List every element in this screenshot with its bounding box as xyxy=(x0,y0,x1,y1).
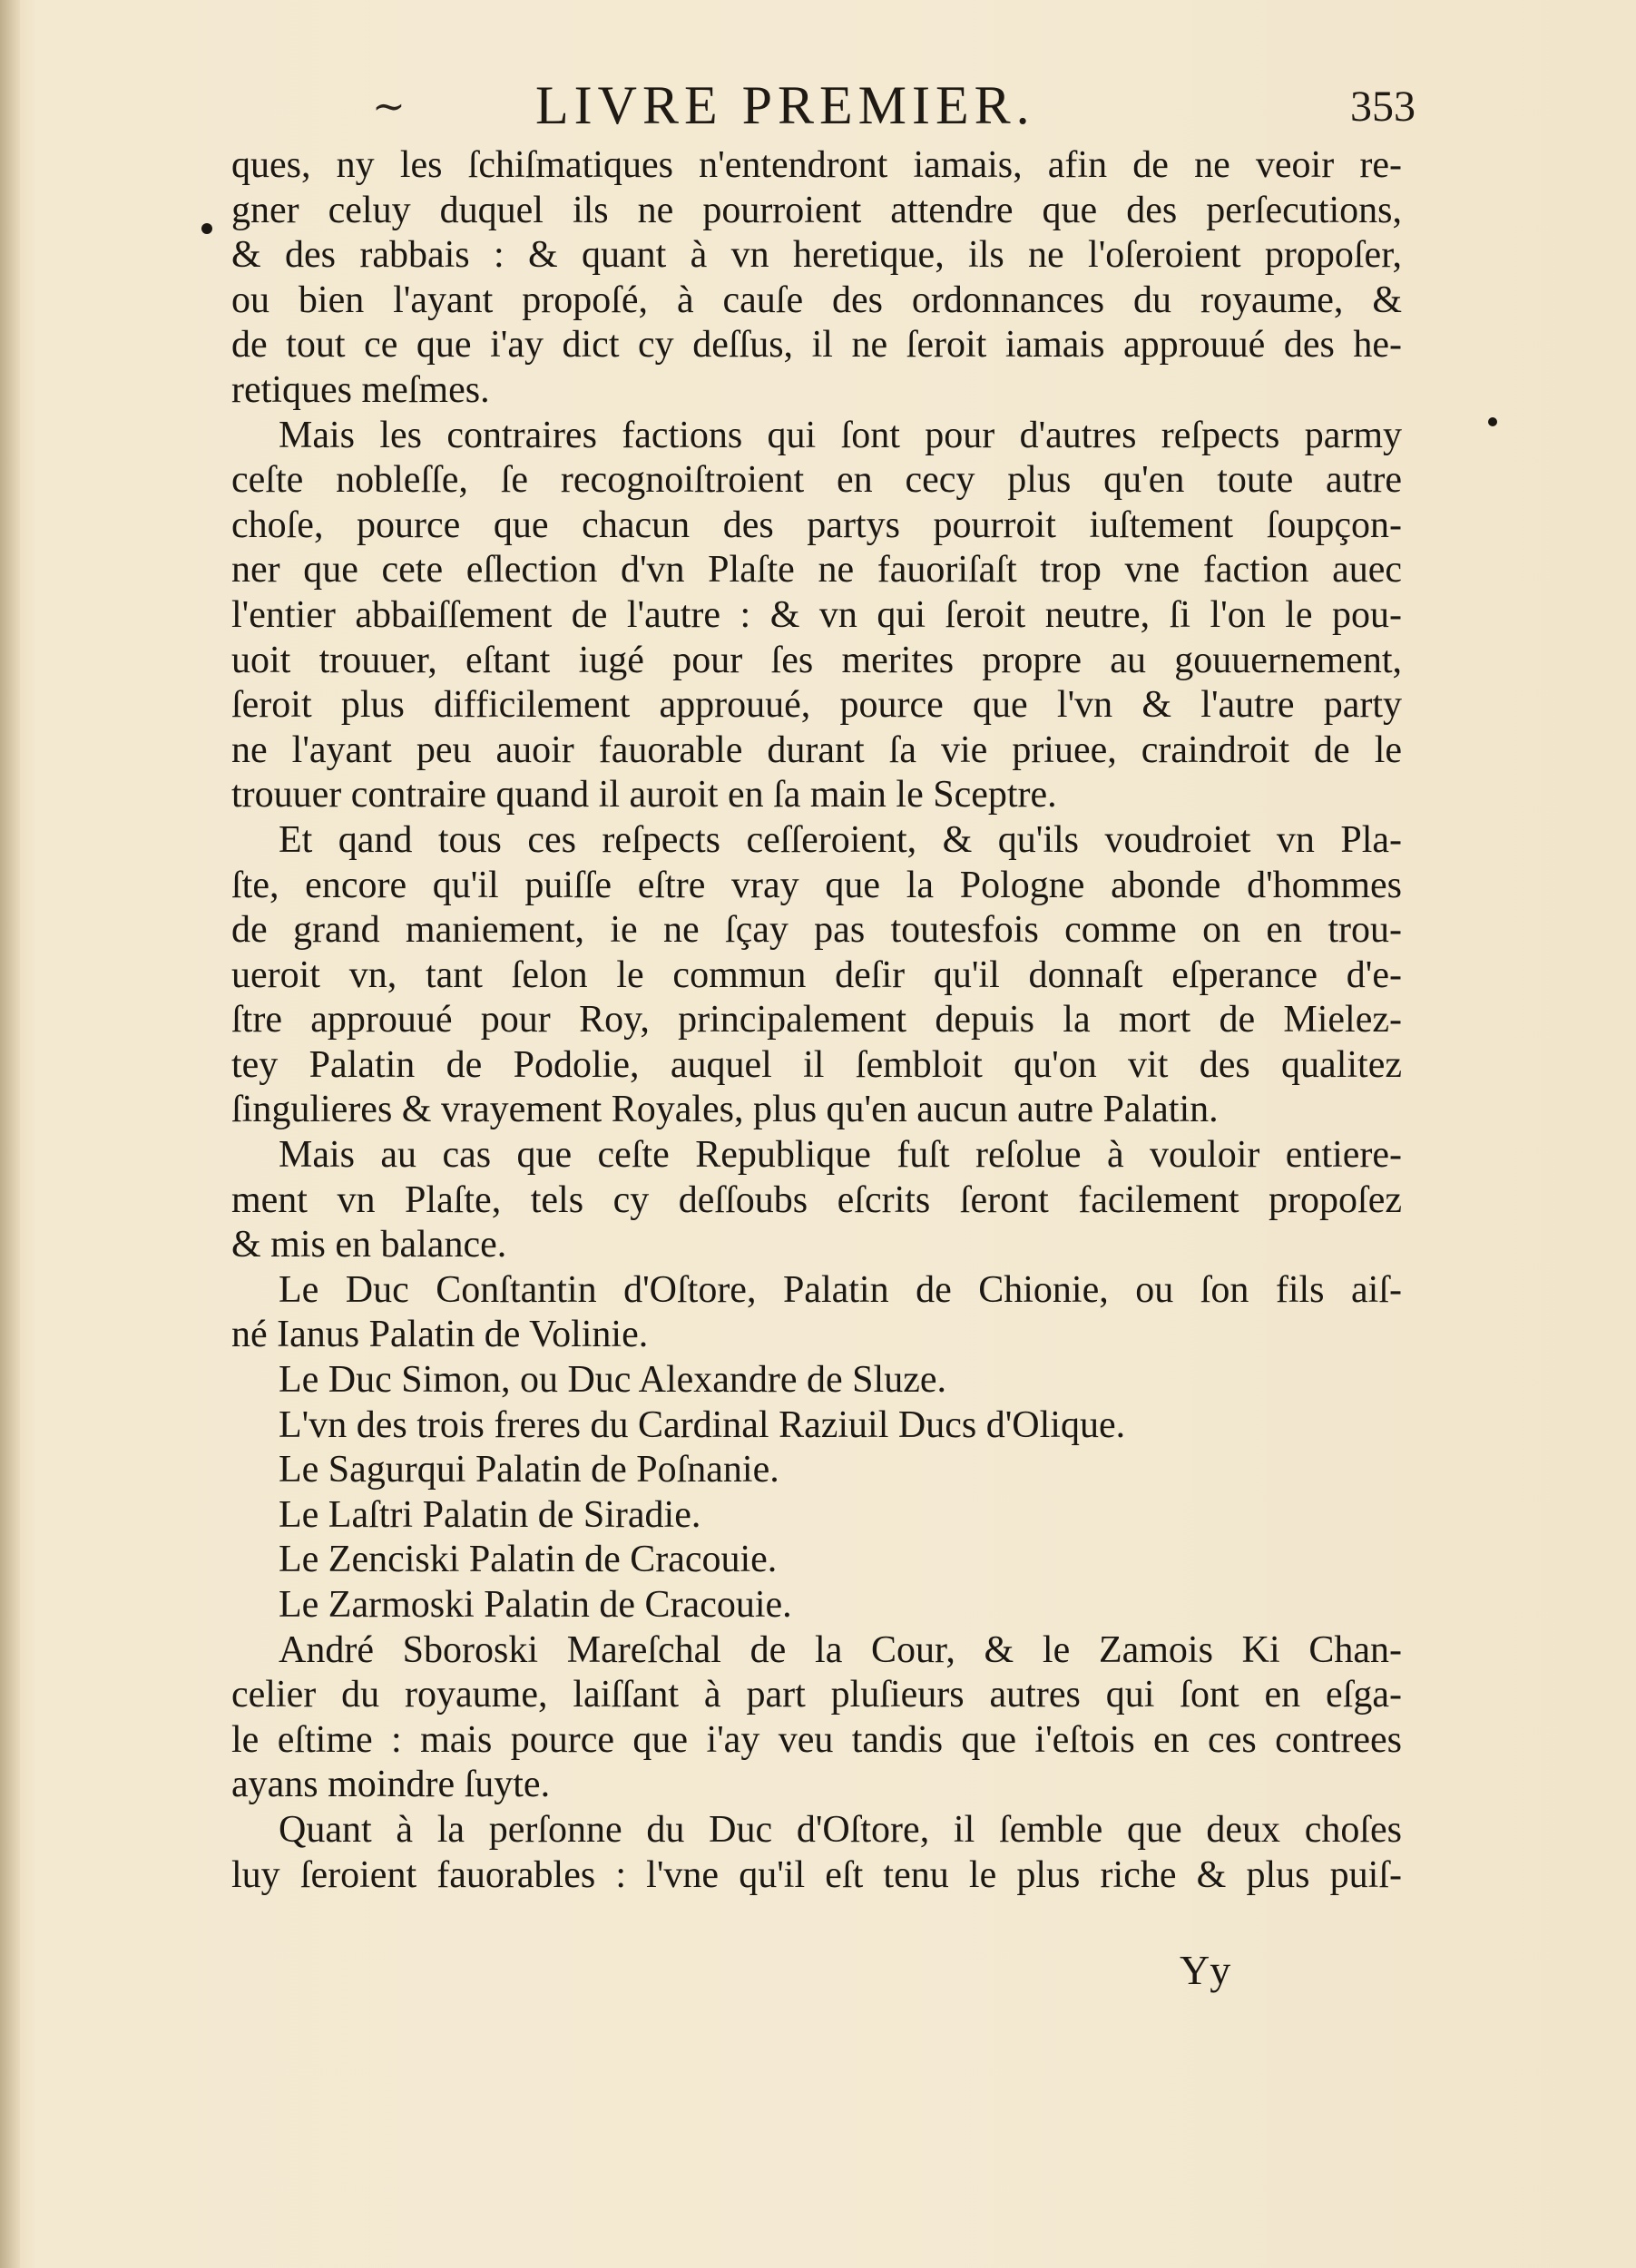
text-line: celier du royaume, laiſſant à part pluſieurs autres qui ſont en eſga- xyxy=(231,1674,1402,1716)
text-line: ſingulieres & vrayement Royales, plus qu'en aucun autre Palatin. xyxy=(231,1089,1219,1131)
text-line: ne l'ayant peu auoir fauorable durant ſa vie priuee, craindroit de le xyxy=(231,728,1402,771)
body-text xyxy=(231,143,1402,1898)
text-line: tey Palatin de Podolie, auquel il ſembloit qu'on vit des qualitez xyxy=(231,1043,1402,1086)
text-line: ou bien l'ayant propoſé, à cauſe des ordonnances du royaume, & xyxy=(231,279,1402,321)
header-mark: ~ xyxy=(372,83,406,130)
text-line: ſte, encore qu'il puiſſe eſtre vray que la Pologne abonde d'hommes xyxy=(231,864,1402,906)
text-line: ſtre approuué pour Roy, principalement depuis la mort de Mielez- xyxy=(231,999,1402,1041)
margin-dot-left xyxy=(201,223,212,234)
margin-dot-right xyxy=(1488,417,1497,426)
list-item: Le Duc Simon, ou Duc Alexandre de Sluze. xyxy=(279,1359,946,1402)
text-line: de tout ce que i'ay dict cy deſſus, il ne ſeroit iamais approuué des he- xyxy=(231,324,1402,367)
list-item: Le Zenciski Palatin de Cracouie. xyxy=(279,1539,778,1581)
text-line: ſeroit plus difficilement approuué, pource que l'vn & l'autre party xyxy=(231,684,1402,727)
text-line: l'entier abbaiſſement de l'autre : & vn qui ſeroit neutre, ſi l'on le pou- xyxy=(231,593,1402,636)
text-line: choſe, pource que chacun des partys pourroit iuſtement ſoupçon- xyxy=(231,503,1402,546)
list-item: né Ianus Palatin de Volinie. xyxy=(231,1314,649,1356)
text-line: le eſtime : mais pource que i'ay veu tandis que i'eſtois en ces contrees xyxy=(231,1718,1402,1761)
text-line: & mis en balance. xyxy=(231,1224,507,1266)
list-item: Le Sagurqui Palatin de Poſnanie. xyxy=(279,1449,779,1491)
page-header xyxy=(209,74,1416,147)
text-line: trouuer contraire quand il auroit en ſa main le Sceptre. xyxy=(231,774,1057,816)
list-item: Le Duc Conſtantin d'Oſtore, Palatin de Chionie, ou ſon fils aiſ- xyxy=(279,1268,1402,1311)
text-line: ayans moindre ſuyte. xyxy=(231,1764,551,1806)
text-line: de grand maniement, ie ne ſçay pas toutesfois comme on en trou- xyxy=(231,909,1402,952)
binding-gutter xyxy=(0,0,20,2268)
list-item: Le Zarmoski Palatin de Cracouie. xyxy=(279,1584,792,1626)
text-line: retiques meſmes. xyxy=(231,368,490,411)
list-item: Le Laſtri Palatin de Siradie. xyxy=(279,1493,701,1536)
text-line: luy ſeroient fauorables : l'vne qu'il eſt tenu le plus riche & plus puiſ- xyxy=(231,1853,1402,1896)
text-line: & des rabbais : & quant à vn heretique, ils ne l'oſeroient propoſer, xyxy=(231,234,1402,277)
text-line: Mais au cas que ceſte Republique fuſt reſolue à vouloir entiere- xyxy=(279,1134,1402,1177)
text-line: Quant à la perſonne du Duc d'Oſtore, il ſemble que deux choſes xyxy=(279,1808,1402,1851)
text-line: ment vn Plaſte, tels cy deſſoubs eſcrits ſeront facilement propoſez xyxy=(231,1178,1402,1221)
text-line: ques, ny les ſchiſmatiques n'entendront iamais, afin de ne veoir re- xyxy=(231,144,1402,186)
running-title: LIVRE PREMIER. xyxy=(535,75,1035,135)
text-line: Et qand tous ces reſpects ceſſeroient, & qu'ils voudroiet vn Pla- xyxy=(279,818,1402,861)
text-line: Mais les contraires factions qui ſont pour d'autres reſpects parmy xyxy=(279,414,1402,456)
text-line: ceſte nobleſſe, ſe recognoiſtroient en cecy plus qu'en toute autre xyxy=(231,459,1402,502)
text-line: ueroit vn, tant ſelon le commun deſir qu'il donnaſt eſperance d'e- xyxy=(231,953,1402,996)
signature-mark: Yy xyxy=(1180,1947,1231,1993)
list-item: L'vn des trois freres du Cardinal Raziuil Ducs d'Olique. xyxy=(279,1403,1126,1446)
text-line: gner celuy duquel ils ne pourroient attendre que des perſecutions, xyxy=(231,189,1402,231)
text-line: ner que cete eſlection d'vn Plaſte ne fauoriſaſt trop vne faction auec xyxy=(231,549,1402,591)
page-number: 353 xyxy=(1350,83,1416,131)
text-line: uoit trouuer, eſtant iugé pour ſes merites propre au gouuernement, xyxy=(231,639,1402,681)
text-line: André Sboroski Mareſchal de la Cour, & le Zamois Ki Chan- xyxy=(279,1628,1402,1671)
